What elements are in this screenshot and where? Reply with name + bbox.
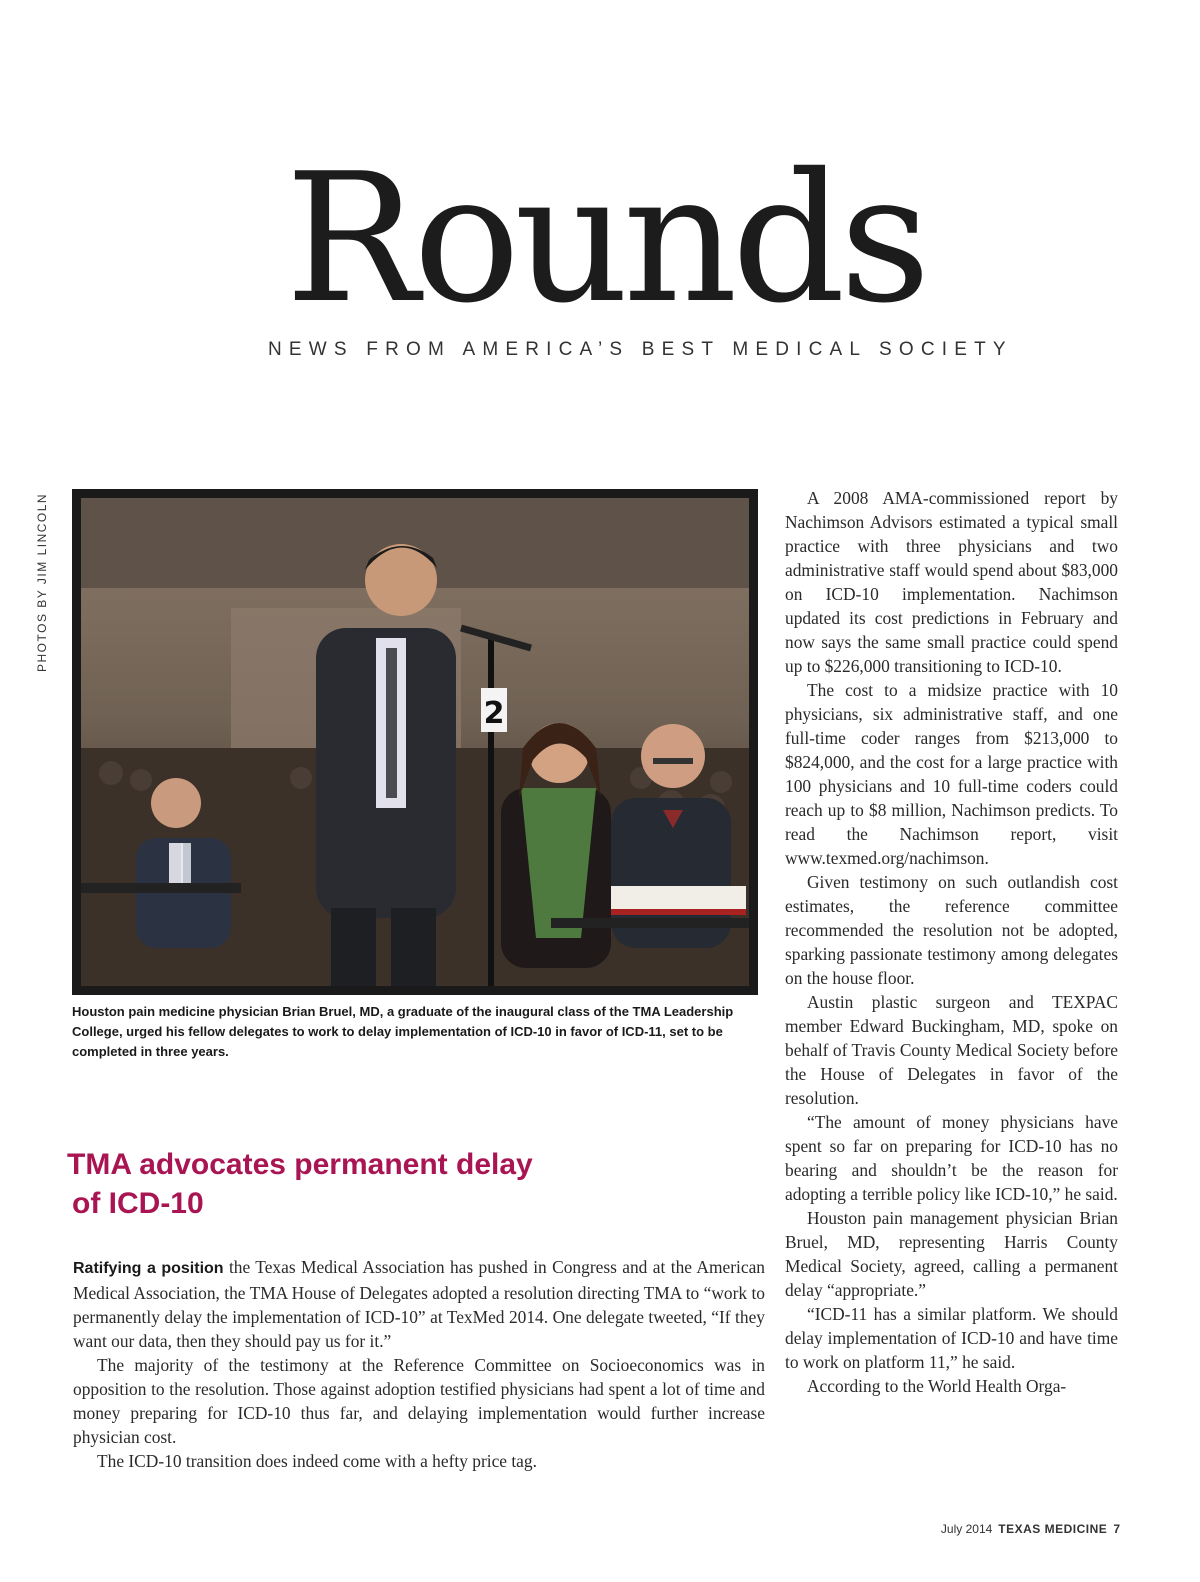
main-paragraph-3: The ICD-10 transition does indeed come with a hefty price tag.: [97, 1451, 537, 1471]
placard-number: 2: [483, 696, 505, 731]
water-bottle: [181, 843, 191, 883]
page-footer: [900, 1522, 1120, 1536]
photo-credit: PHOTOS BY JIM LINCOLN: [35, 492, 49, 672]
table-left: [81, 883, 241, 893]
main-paragraph-2: The majority of the testimony at the Reference Committee on Socioeconomics was in opposition to the resolution. Those against adoption testified physicians had spent a lot of time and money preparing for ICD-10 thus far, and delaying implementation would further increase physician cost.: [73, 1355, 765, 1447]
lead-in: Ratifying a position: [73, 1260, 224, 1277]
masthead-subtitle: NEWS FROM AMERICA’S BEST MEDICAL SOCIETY: [268, 339, 1013, 360]
side-paragraph: According to the World Health Orga-: [807, 1376, 1067, 1396]
headline-line-2: of ICD-10: [72, 1187, 204, 1220]
photo-caption: Houston pain medicine physician Brian Bruel, MD, a graduate of the inaugural class of the TMA Leadership College, urged his fellow delegates to work to delay implementation of ICD-10 in favor of ICD-11, set to be completed in three years.: [72, 1004, 734, 1059]
footer-publication: TEXAS MEDICINE: [998, 1522, 1108, 1536]
side-paragraph: The cost to a midsize practice with 10 physicians, six administrative staff, and one full-time coder ranges from $213,000 to $824,000, and the cost for a large practice with 100 physicians and 10 full-time coders could reach up to $8 million, Nachimson predicts. To read the Nachimson report, visit www.texmed.org/nachimson.: [785, 680, 1118, 868]
side-paragraph: A 2008 AMA-commissioned report by Nachimson Advisors estimated a typical small practice with three physicians and two administrative staff would spend about $83,000 on ICD-10 implementation. Nachimson updated its cost predictions in February and now says the same small practice could spend up to $226,000 transitioning to ICD-10.: [785, 488, 1118, 676]
main-column: [73, 1255, 765, 1473]
article-photo: [72, 489, 758, 995]
side-paragraph: Austin plastic surgeon and TEXPAC member Edward Buckingham, MD, spoke on behalf of Travis County Medical Society before the House of Delegates in favor of the resolution.: [785, 992, 1118, 1108]
side-column: [785, 486, 1118, 1398]
side-paragraph: Given testimony on such outlandish cost estimates, the reference committee recommended the resolution not be adopted, sparking passionate testimony among delegates on the house floor.: [785, 872, 1118, 988]
footer-date: July 2014: [940, 1522, 993, 1536]
masthead-title: Rounds: [285, 135, 925, 342]
binder-edge: [611, 909, 746, 915]
headline-line-1: TMA advocates permanent delay: [67, 1148, 533, 1181]
side-paragraph: “The amount of money physicians have spent so far on preparing for ICD-10 has no bearing and shouldn’t be the reason for adopting a terrible policy like ICD-10,” he said.: [785, 1112, 1118, 1204]
table-right: [551, 918, 749, 928]
page-number: 7: [1113, 1522, 1120, 1536]
side-paragraph: Houston pain management physician Brian Bruel, MD, representing Harris County Medical Society, agreed, calling a permanent delay “appropriate.”: [785, 1208, 1118, 1300]
article-headline: [67, 1145, 707, 1223]
main-paragraph-1: [73, 1255, 765, 1353]
side-paragraph: “ICD-11 has a similar platform. We should delay implementation of ICD-10 and have time to work on platform 11,” he said.: [785, 1304, 1118, 1372]
main-paragraph-1-text: the Texas Medical Association has pushed in Congress and at the American Medical Association, the TMA House of Delegates adopted a resolution directing TMA to “work to permanently delay the implementation of ICD-10” at TexMed 2014. One delegate tweeted, “If they want our data, then they should pay us for it.”: [73, 1257, 765, 1351]
photo-illustration: [81, 498, 749, 986]
